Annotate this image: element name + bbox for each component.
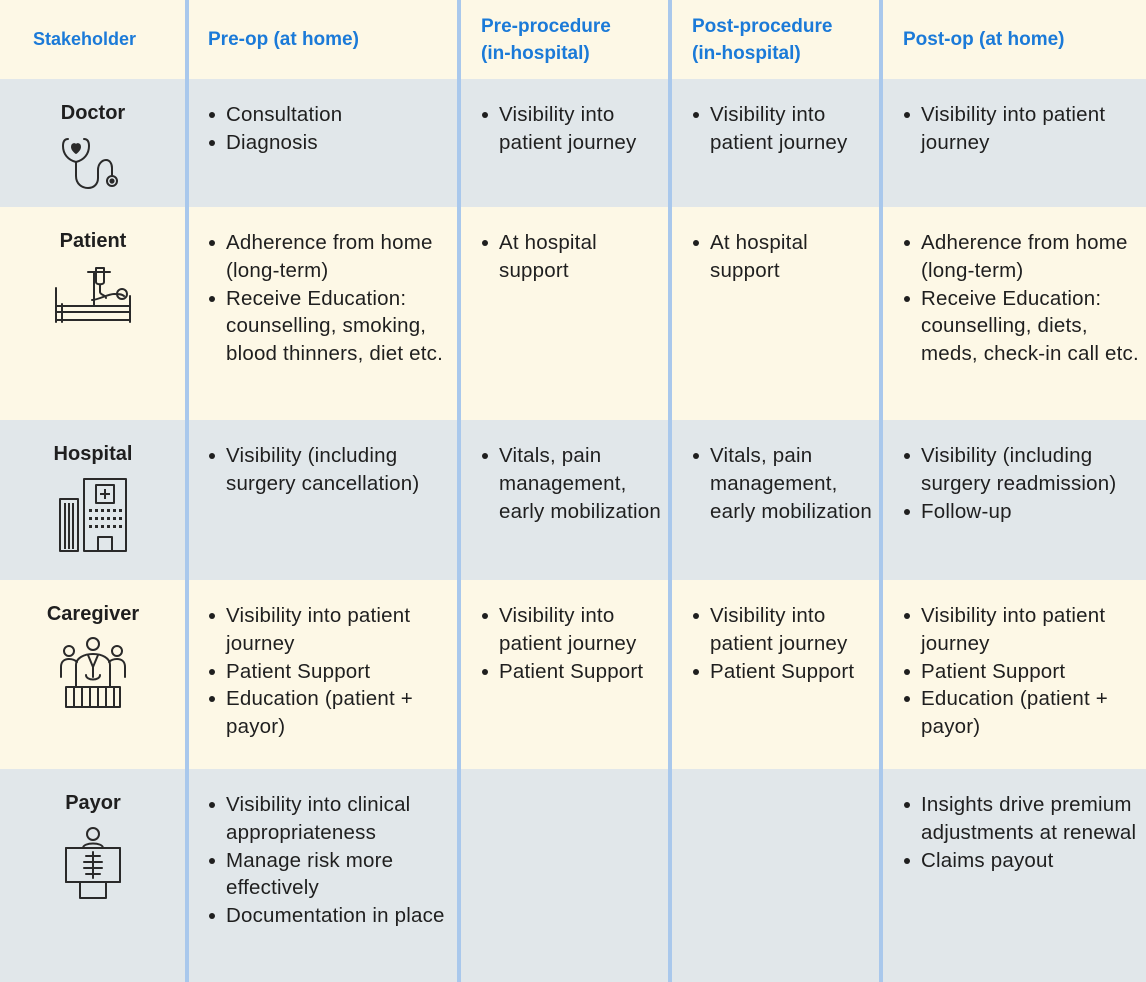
row-patient-stakeholder xyxy=(0,207,186,420)
header-stakeholder xyxy=(0,0,186,79)
row-payor-pre-procedure xyxy=(459,769,670,982)
stakeholder-name: Caregiver xyxy=(46,603,140,625)
stethoscope-icon xyxy=(60,136,126,192)
row-payor-post-op xyxy=(881,769,1146,982)
bullet-list xyxy=(186,769,459,930)
row-hospital-post-op xyxy=(881,420,1146,580)
column-divider xyxy=(457,0,461,982)
header-pre-op-label: Pre-op (at home) xyxy=(208,29,359,50)
row-caregiver-stakeholder xyxy=(0,580,186,769)
bullet-list xyxy=(186,79,459,157)
row-patient-post-procedure xyxy=(670,207,881,420)
bullet-list xyxy=(881,79,1146,157)
list-item: Patient Support xyxy=(690,658,875,686)
list-item: Follow-up xyxy=(901,498,1140,526)
list-item: Insights drive premium adjustments at renewal xyxy=(901,791,1140,847)
list-item: Visibility into patient journey xyxy=(206,602,453,658)
row-doctor-pre-op xyxy=(186,79,459,207)
bullet-list xyxy=(459,420,670,525)
list-item: Education (patient + payor) xyxy=(901,685,1140,741)
column-divider xyxy=(185,0,189,982)
row-caregiver-pre-op xyxy=(186,580,459,769)
list-item: Visibility into patient journey xyxy=(690,602,875,658)
bullet-list xyxy=(186,420,459,498)
header-post-procedure-line1: Post-procedure xyxy=(692,15,833,37)
header-post-op-label: Post-op (at home) xyxy=(903,29,1065,50)
list-item: Consultation xyxy=(206,101,453,129)
hospital-building-icon xyxy=(56,477,130,553)
bullet-list xyxy=(459,580,670,685)
bullet-list xyxy=(186,580,459,741)
bullet-list xyxy=(670,420,881,525)
list-item: Patient Support xyxy=(901,658,1140,686)
stakeholder-name: Payor xyxy=(65,792,121,814)
list-item: Documentation in place xyxy=(206,902,453,930)
row-patient-pre-op xyxy=(186,207,459,420)
list-item: Visibility into patient journey xyxy=(901,101,1140,157)
list-item: Vitals, pain management, early mobilization xyxy=(479,442,664,525)
bullet-list xyxy=(670,79,881,157)
row-hospital-post-procedure xyxy=(670,420,881,580)
bullet-list xyxy=(881,580,1146,741)
row-payor-post-procedure xyxy=(670,769,881,982)
bullet-list xyxy=(670,580,881,685)
xray-icon xyxy=(62,826,124,900)
caregiver-group-icon xyxy=(58,637,128,709)
list-item: Education (patient + payor) xyxy=(206,685,453,741)
list-item: Receive Education: counselling, diets, meds, check-in call etc. xyxy=(901,285,1140,368)
hospital-bed-icon xyxy=(52,264,134,326)
header-stakeholder-label: Stakeholder xyxy=(33,29,137,49)
row-caregiver-post-procedure xyxy=(670,580,881,769)
row-payor-pre-op xyxy=(186,769,459,982)
bullet-list xyxy=(670,207,881,285)
row-patient-pre-procedure xyxy=(459,207,670,420)
stakeholder-name: Hospital xyxy=(53,443,133,465)
header-pre-procedure-line1: Pre-procedure xyxy=(481,15,611,37)
bullet-list xyxy=(670,769,881,791)
column-divider xyxy=(668,0,672,982)
list-item: At hospital support xyxy=(690,229,875,285)
bullet-list xyxy=(881,207,1146,368)
bullet-list xyxy=(186,207,459,368)
row-hospital-pre-op xyxy=(186,420,459,580)
list-item: Visibility into patient journey xyxy=(479,602,664,658)
list-item: Visibility into clinical appropriateness xyxy=(206,791,453,847)
row-hospital-pre-procedure xyxy=(459,420,670,580)
row-patient-post-op xyxy=(881,207,1146,420)
list-item: Adherence from home (long-term) xyxy=(901,229,1140,285)
row-caregiver-post-op xyxy=(881,580,1146,769)
list-item: Patient Support xyxy=(206,658,453,686)
header-post-procedure-line2: (in-hospital) xyxy=(692,42,801,64)
list-item: Visibility into patient journey xyxy=(479,101,664,157)
row-doctor-post-procedure xyxy=(670,79,881,207)
stakeholder-name: Patient xyxy=(59,230,127,252)
row-doctor-pre-procedure xyxy=(459,79,670,207)
bullet-list xyxy=(459,79,670,157)
bullet-list xyxy=(881,769,1146,874)
list-item: At hospital support xyxy=(479,229,664,285)
bullet-list xyxy=(459,207,670,285)
list-item: Visibility (including surgery readmission) xyxy=(901,442,1140,498)
header-post-procedure xyxy=(670,0,881,79)
header-pre-op xyxy=(186,0,459,79)
list-item: Visibility (including surgery cancellation) xyxy=(206,442,453,498)
stakeholder-name: Doctor xyxy=(60,102,126,124)
bullet-list xyxy=(459,769,670,791)
header-pre-procedure-line2: (in-hospital) xyxy=(481,42,590,64)
list-item: Patient Support xyxy=(479,658,664,686)
header-pre-procedure xyxy=(459,0,670,79)
column-divider xyxy=(879,0,883,982)
list-item: Diagnosis xyxy=(206,129,453,157)
bullet-list xyxy=(881,420,1146,525)
header-pre-procedure-label xyxy=(481,13,611,67)
list-item: Claims payout xyxy=(901,847,1140,875)
header-post-op xyxy=(881,0,1146,79)
row-hospital-stakeholder xyxy=(0,420,186,580)
header-post-procedure-label xyxy=(692,13,832,67)
row-doctor-post-op xyxy=(881,79,1146,207)
row-doctor-stakeholder xyxy=(0,79,186,207)
list-item: Manage risk more effectively xyxy=(206,847,453,903)
row-caregiver-pre-procedure xyxy=(459,580,670,769)
list-item: Visibility into patient journey xyxy=(901,602,1140,658)
list-item: Visibility into patient journey xyxy=(690,101,875,157)
list-item: Receive Education: counselling, smoking, blood thinners, diet etc. xyxy=(206,285,453,368)
list-item: Adherence from home (long-term) xyxy=(206,229,453,285)
row-payor-stakeholder xyxy=(0,769,186,982)
list-item: Vitals, pain management, early mobilization xyxy=(690,442,875,525)
